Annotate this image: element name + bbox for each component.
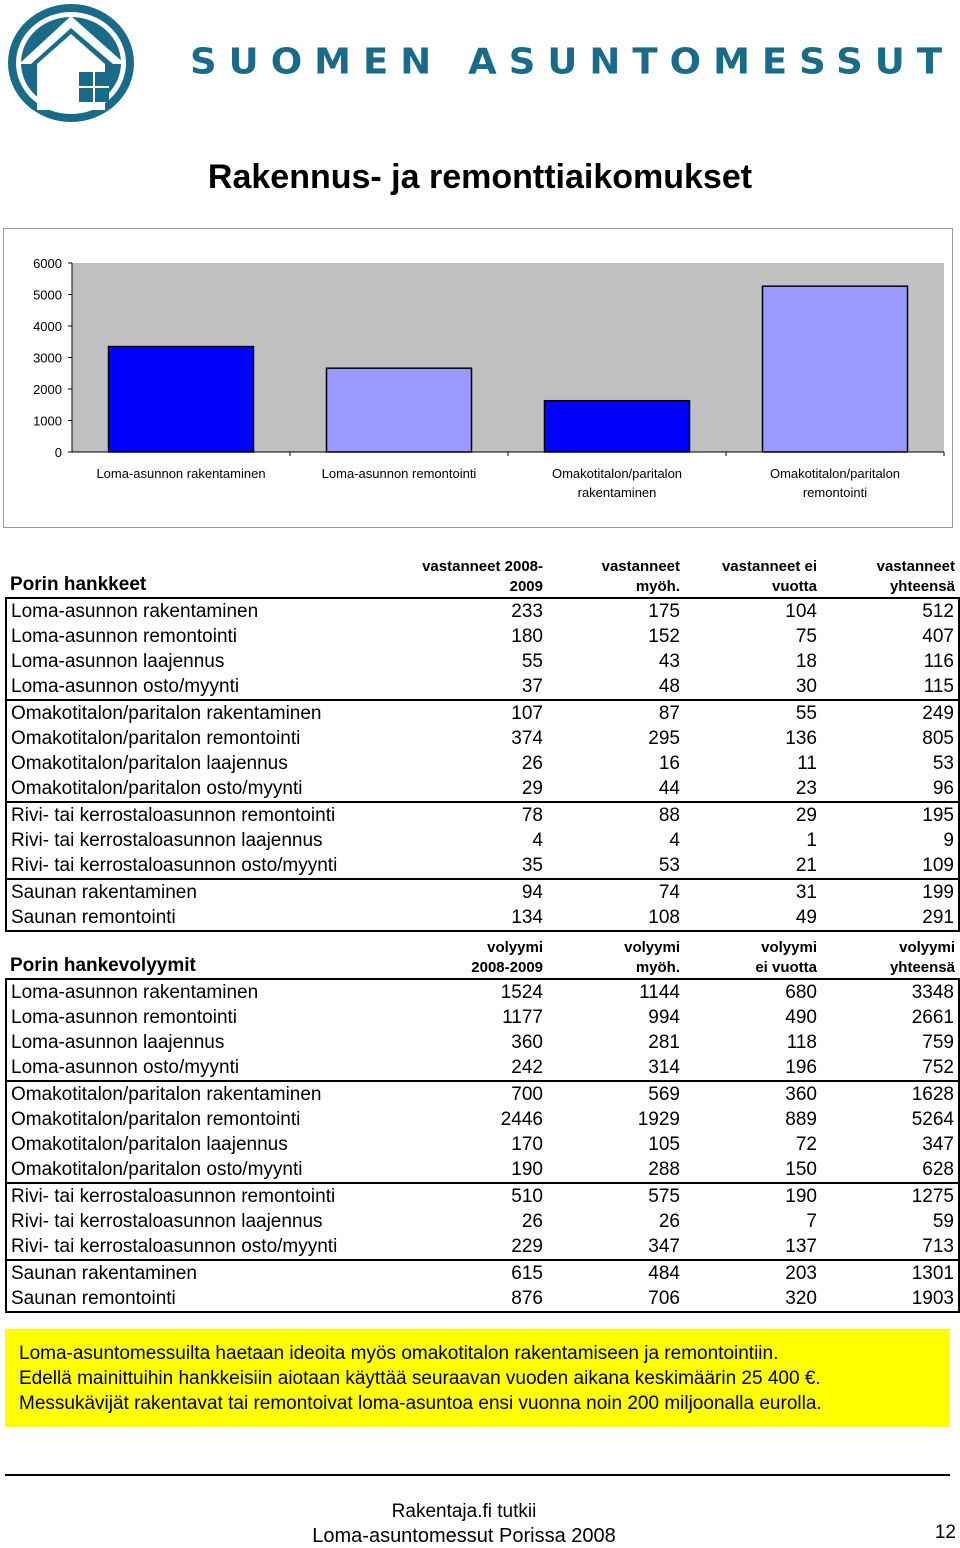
note-line: Edellä mainittuihin hankkeisiin aiotaan käyttää seuraavan vuoden aikana keskimäärin 25 400 €. [19, 1368, 821, 1389]
cell-value: 116 [923, 651, 954, 672]
cell-value: 510 [511, 1186, 543, 1207]
cell-value: 150 [684, 1157, 821, 1183]
cell-value: 26 [521, 753, 543, 774]
table-row [6, 853, 959, 879]
column-header [410, 936, 547, 979]
cell-value: 700 [511, 1084, 543, 1105]
cell-value: 347 [547, 1234, 684, 1260]
cell-value: 31 [795, 882, 817, 903]
row-label: Rivi- tai kerrostaloasunnon laajennus [11, 1211, 323, 1232]
footer-source: Rakentaja.fi tutkii [391, 1501, 537, 1522]
cell-value: 44 [547, 776, 684, 802]
row-label: Omakotitalon/paritalon osto/myynti [6, 1157, 410, 1183]
row-label: Saunan rakentaminen [11, 1263, 197, 1284]
cell-value: 994 [648, 1007, 680, 1028]
cell-value: 5264 [911, 1109, 954, 1130]
cell-value: 1628 [911, 1084, 954, 1105]
table-row [6, 1055, 959, 1081]
table-row [6, 979, 959, 1005]
projects-table [5, 555, 960, 932]
column-header-line: vuotta [772, 578, 817, 595]
row-label: Omakotitalon/paritalon remontointi [11, 1109, 301, 1130]
cell-value: 107 [511, 703, 543, 724]
cell-value: 706 [648, 1288, 680, 1309]
column-header-line: vastanneet ei [721, 558, 817, 575]
cell-value: 104 [785, 601, 817, 622]
column-header-line: volyymi [899, 939, 955, 956]
volumes-table [5, 936, 960, 1313]
bar [109, 347, 254, 452]
cell-value: 94 [521, 882, 543, 903]
brand-name: SUOMEN ASUNTOMESSUT [190, 41, 955, 83]
cell-value: 55 [795, 703, 817, 724]
cell-value: 759 [922, 1032, 954, 1053]
column-header-line: yhteensä [889, 959, 955, 976]
cell-value: 1275 [911, 1186, 954, 1207]
cell-value: 134 [511, 907, 543, 928]
column-header-line: yhteensä [889, 578, 955, 595]
cell-value: 23 [684, 776, 821, 802]
cell-value: 615 [511, 1263, 543, 1284]
column-header [547, 555, 684, 598]
column-header-label: Porin hankevolyymit [10, 955, 196, 976]
y-tick-label: 2000 [33, 382, 62, 397]
row-label: Loma-asunnon remontointi [11, 1007, 238, 1028]
cell-value: 75 [795, 626, 817, 647]
row-label: Omakotitalon/paritalon laajennus [11, 1134, 288, 1155]
cell-value: 109 [821, 853, 959, 879]
column-header [547, 936, 684, 979]
table-row [6, 1132, 959, 1157]
cell-value: 1301 [911, 1263, 954, 1284]
cell-value: 55 [521, 651, 543, 672]
cell-value: 53 [932, 753, 954, 774]
table-row [6, 1107, 959, 1132]
column-header [684, 555, 821, 598]
cell-value: 7 [806, 1211, 817, 1232]
note-line: Loma-asuntomessuilta haetaan ideoita myös omakotitalon rakentamiseen ja remontointiin. [19, 1343, 779, 1364]
row-label: Loma-asunnon laajennus [11, 1032, 225, 1053]
column-header-line: vastanneet [601, 558, 680, 575]
table-row [6, 649, 959, 674]
cell-value: 233 [511, 601, 543, 622]
row-label: Loma-asunnon rakentaminen [11, 601, 259, 622]
house-logo-icon [5, 2, 137, 124]
cell-value: 190 [410, 1157, 547, 1183]
page-title: Rakennus- ja remonttiaikomukset [207, 158, 753, 196]
cell-value: 407 [922, 626, 954, 647]
cell-value: 229 [410, 1234, 547, 1260]
summary-note [5, 1329, 950, 1427]
column-header-line: vastanneet [876, 558, 955, 575]
cell-value: 48 [547, 674, 684, 700]
row-label: Omakotitalon/paritalon rakentaminen [11, 1084, 322, 1105]
cell-value: 291 [922, 907, 954, 928]
bar [763, 286, 908, 452]
cell-value: 108 [648, 907, 680, 928]
page-number: 12 [934, 1522, 956, 1543]
cell-value: 37 [410, 674, 547, 700]
cell-value: 18 [795, 651, 817, 672]
cell-value: 26 [658, 1211, 680, 1232]
cell-value: 30 [684, 674, 821, 700]
cell-value: 26 [521, 1211, 543, 1232]
row-label: Rivi- tai kerrostaloasunnon remontointi [11, 1186, 336, 1207]
footer-divider [5, 1474, 950, 1476]
cell-value: 249 [922, 703, 954, 724]
column-header-line: volyymi [487, 939, 543, 956]
table-row [6, 1183, 959, 1209]
table-row [6, 726, 959, 751]
cell-value: 1903 [911, 1288, 954, 1309]
cell-value: 196 [684, 1055, 821, 1081]
cell-value: 713 [821, 1234, 959, 1260]
cell-value: 87 [658, 703, 680, 724]
table-row [6, 1005, 959, 1030]
row-label: Saunan rakentaminen [11, 882, 197, 903]
cell-value: 752 [821, 1055, 959, 1081]
table-header-row [6, 936, 959, 979]
cell-value: 96 [821, 776, 959, 802]
column-header-line: 2009 [509, 578, 543, 595]
cell-value: 105 [648, 1134, 680, 1155]
column-header [821, 936, 959, 979]
table-row [6, 1157, 959, 1183]
cell-value: 360 [511, 1032, 543, 1053]
cell-value: 805 [922, 728, 954, 749]
cell-value: 59 [932, 1211, 954, 1232]
row-label: Omakotitalon/paritalon remontointi [11, 728, 301, 749]
cell-value: 281 [648, 1032, 680, 1053]
x-tick-label: Loma-asunnon remontointi [321, 466, 477, 481]
cell-value: 180 [511, 626, 543, 647]
cell-value: 53 [547, 853, 684, 879]
row-label: Omakotitalon/paritalon osto/myynti [6, 776, 410, 802]
cell-value: 360 [785, 1084, 817, 1105]
cell-value: 320 [785, 1288, 817, 1309]
row-label: Loma-asunnon remontointi [11, 626, 238, 647]
table-row [6, 905, 959, 931]
cell-value: 314 [547, 1055, 684, 1081]
x-tick-label: Loma-asunnon rakentaminen [96, 466, 266, 481]
cell-value: 512 [922, 601, 954, 622]
column-header [821, 555, 959, 598]
bar-chart [3, 228, 953, 528]
table-row [6, 802, 959, 828]
row-label: Loma-asunnon osto/myynti [6, 674, 410, 700]
cell-value: 680 [785, 982, 817, 1003]
column-header-label: Porin hankkeet [10, 574, 147, 595]
column-header-line: myöh. [635, 959, 680, 976]
cell-value: 88 [658, 805, 680, 826]
table-row [6, 1286, 959, 1312]
row-label: Omakotitalon/paritalon laajennus [11, 753, 288, 774]
cell-value: 4 [532, 830, 543, 851]
cell-value: 295 [648, 728, 680, 749]
table-row [6, 1234, 959, 1260]
cell-value: 1177 [502, 1007, 543, 1028]
x-tick-label: rakentaminen [577, 485, 657, 500]
cell-value: 1144 [639, 982, 680, 1003]
cell-value: 29 [410, 776, 547, 802]
row-label: Saunan remontointi [11, 907, 176, 928]
cell-value: 575 [648, 1186, 680, 1207]
row-label: Rivi- tai kerrostaloasunnon laajennus [11, 830, 323, 851]
column-header-line: myöh. [635, 578, 680, 595]
cell-value: 137 [684, 1234, 821, 1260]
table-row [6, 624, 959, 649]
column-header [684, 936, 821, 979]
cell-value: 49 [795, 907, 817, 928]
cell-value: 136 [785, 728, 817, 749]
cell-value: 118 [786, 1032, 817, 1053]
y-tick-label: 1000 [33, 413, 62, 429]
cell-value: 21 [684, 853, 821, 879]
table-header-row [6, 555, 959, 598]
column-header-line: ei vuotta [755, 959, 817, 976]
row-label: Loma-asunnon laajennus [11, 651, 225, 672]
cell-value: 288 [547, 1157, 684, 1183]
column-header-line: vastanneet 2008- [422, 558, 543, 575]
column-header-line: volyymi [624, 939, 680, 956]
cell-value: 889 [785, 1109, 817, 1130]
table-row [6, 776, 959, 802]
table-row [6, 674, 959, 700]
cell-value: 175 [648, 601, 680, 622]
column-header-line: 2008-2009 [471, 959, 543, 976]
cell-value: 628 [821, 1157, 959, 1183]
column-header [410, 555, 547, 598]
table-row [6, 879, 959, 905]
cell-value: 190 [785, 1186, 817, 1207]
cell-value: 2446 [500, 1109, 543, 1130]
cell-value: 876 [511, 1288, 543, 1309]
y-tick-label: 6000 [33, 256, 62, 271]
row-label: Omakotitalon/paritalon rakentaminen [11, 703, 322, 724]
cell-value: 35 [410, 853, 547, 879]
y-tick-label: 5000 [33, 287, 62, 303]
cell-value: 4 [669, 830, 680, 851]
cell-value: 1524 [500, 982, 543, 1003]
cell-value: 484 [648, 1263, 680, 1284]
footer-event: Loma-asuntomessut Porissa 2008 [312, 1525, 616, 1547]
cell-value: 3348 [911, 982, 954, 1003]
bar [327, 368, 472, 452]
cell-value: 490 [785, 1007, 817, 1028]
table-row [6, 751, 959, 776]
table-row [6, 700, 959, 726]
cell-value: 9 [943, 830, 954, 851]
cell-value: 11 [797, 753, 817, 774]
table-row [6, 1030, 959, 1055]
cell-value: 152 [648, 626, 680, 647]
cell-value: 29 [795, 805, 817, 826]
column-header-line: volyymi [761, 939, 817, 956]
table-row [6, 828, 959, 853]
table-row [6, 1081, 959, 1107]
y-tick-label: 4000 [33, 319, 62, 334]
y-tick-label: 3000 [33, 350, 62, 366]
row-label: Rivi- tai kerrostaloasunnon osto/myynti [6, 853, 410, 879]
row-label: Rivi- tai kerrostaloasunnon osto/myynti [6, 1234, 410, 1260]
cell-value: 74 [658, 882, 680, 903]
x-tick-label: remontointi [802, 485, 868, 500]
y-tick-label: 0 [54, 445, 62, 460]
note-line: Messukävijät rakentavat tai remontoivat loma-asuntoa ensi vuonna noin 200 miljoonalla eurolla. [19, 1393, 822, 1414]
row-label: Rivi- tai kerrostaloasunnon remontointi [11, 805, 336, 826]
cell-value: 1929 [637, 1109, 680, 1130]
row-label: Saunan remontointi [11, 1288, 176, 1309]
cell-value: 203 [785, 1263, 817, 1284]
table-row [6, 598, 959, 624]
cell-value: 16 [658, 753, 680, 774]
row-label: Loma-asunnon rakentaminen [11, 982, 259, 1003]
row-label: Loma-asunnon osto/myynti [6, 1055, 410, 1081]
cell-value: 569 [648, 1084, 680, 1105]
cell-value: 170 [511, 1134, 543, 1155]
cell-value: 1 [806, 830, 817, 851]
cell-value: 199 [922, 882, 954, 903]
cell-value: 43 [658, 651, 680, 672]
cell-value: 2661 [911, 1007, 954, 1028]
table-row [6, 1260, 959, 1286]
cell-value: 347 [922, 1134, 954, 1155]
x-tick-label: Omakotitalon/paritalon [551, 466, 683, 481]
cell-value: 78 [521, 805, 543, 826]
bar [545, 401, 690, 452]
table-row [6, 1209, 959, 1234]
cell-value: 242 [410, 1055, 547, 1081]
x-tick-label: Omakotitalon/paritalon [769, 466, 901, 481]
cell-value: 115 [821, 674, 959, 700]
cell-value: 195 [922, 805, 954, 826]
cell-value: 72 [795, 1134, 817, 1155]
bar-chart-svg [4, 229, 952, 527]
cell-value: 374 [511, 728, 543, 749]
